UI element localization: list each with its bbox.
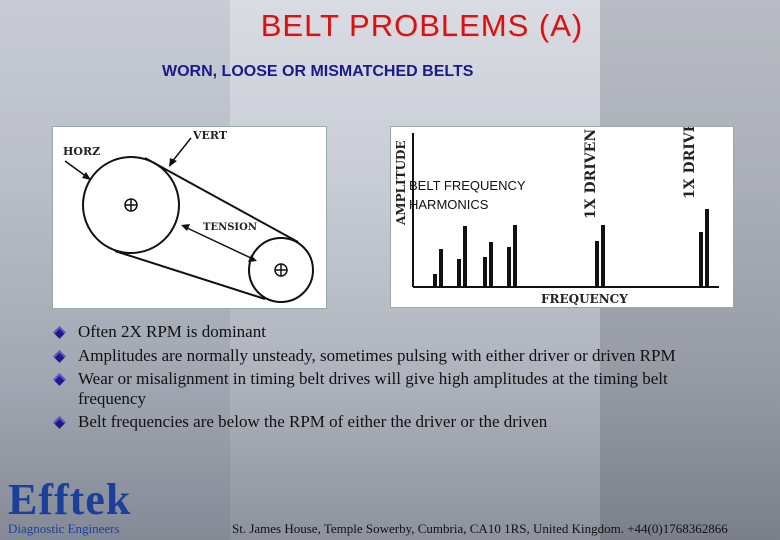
spectrum-peak xyxy=(433,274,437,287)
footer-address: St. James House, Temple Sowerby, Cumbria, CA10 1RS, United Kingdom. +44(0)1768362866 xyxy=(232,521,728,536)
belt-lower-span xyxy=(115,251,265,299)
spectrum-peak xyxy=(507,247,511,287)
spectrum-peak xyxy=(439,249,443,287)
efftek-logo: Efftek xyxy=(8,475,132,524)
list-item: Often 2X RPM is dominant xyxy=(52,322,692,342)
belt-spectrum-diagram xyxy=(390,126,734,308)
spectrum-peak-driver xyxy=(699,232,703,287)
driver-label: 1X DRIVER xyxy=(682,127,698,199)
spectrum-peak xyxy=(513,225,517,287)
list-item: Belt frequencies are below the RPM of either the driver or the driven xyxy=(52,412,692,432)
spectrum-peak-driver xyxy=(705,209,709,287)
spectrum-svg xyxy=(391,127,733,307)
belt-drive-diagram xyxy=(52,126,327,309)
horz-arrow xyxy=(65,161,87,177)
diamond-bullet-icon xyxy=(53,373,66,386)
diamond-bullet-icon xyxy=(53,350,66,363)
diamond-bullet-icon xyxy=(53,416,66,429)
spectrum-peak xyxy=(483,257,487,287)
belt-drive-svg xyxy=(53,127,326,308)
logo-tagline: Diagnostic Engineers xyxy=(8,521,120,536)
frequency-label: FREQUENCY xyxy=(541,292,628,306)
spectrum-peak-driven xyxy=(595,241,599,287)
spectrum-peak-driven xyxy=(601,225,605,287)
spectrum-peak xyxy=(457,259,461,287)
bullet-list xyxy=(52,322,692,432)
diamond-bullet-icon xyxy=(53,326,66,339)
list-item: Amplitudes are normally unsteady, sometimes pulsing with either driver or driven RPM xyxy=(52,346,692,366)
slide-subtitle: WORN, LOOSE OR MISMATCHED BELTS xyxy=(162,63,474,80)
harmonics-label: HARMONICS xyxy=(409,197,489,212)
amplitude-label: AMPLITUDE xyxy=(394,140,408,225)
slide-title: BELT PROBLEMS (A) xyxy=(260,8,584,43)
spectrum-peak xyxy=(463,226,467,287)
belt-frequency-label: BELT FREQUENCY xyxy=(409,178,526,193)
list-item: Wear or misalignment in timing belt drives will give high amplitudes at the timing belt frequency xyxy=(52,369,692,409)
horz-label: HORZ xyxy=(63,145,101,158)
tension-label: TENSION xyxy=(203,222,257,233)
vert-arrow xyxy=(171,138,191,163)
driven-label: 1X DRIVEN xyxy=(583,128,599,219)
vert-label: VERT xyxy=(193,129,228,142)
spectrum-peak xyxy=(489,242,493,287)
